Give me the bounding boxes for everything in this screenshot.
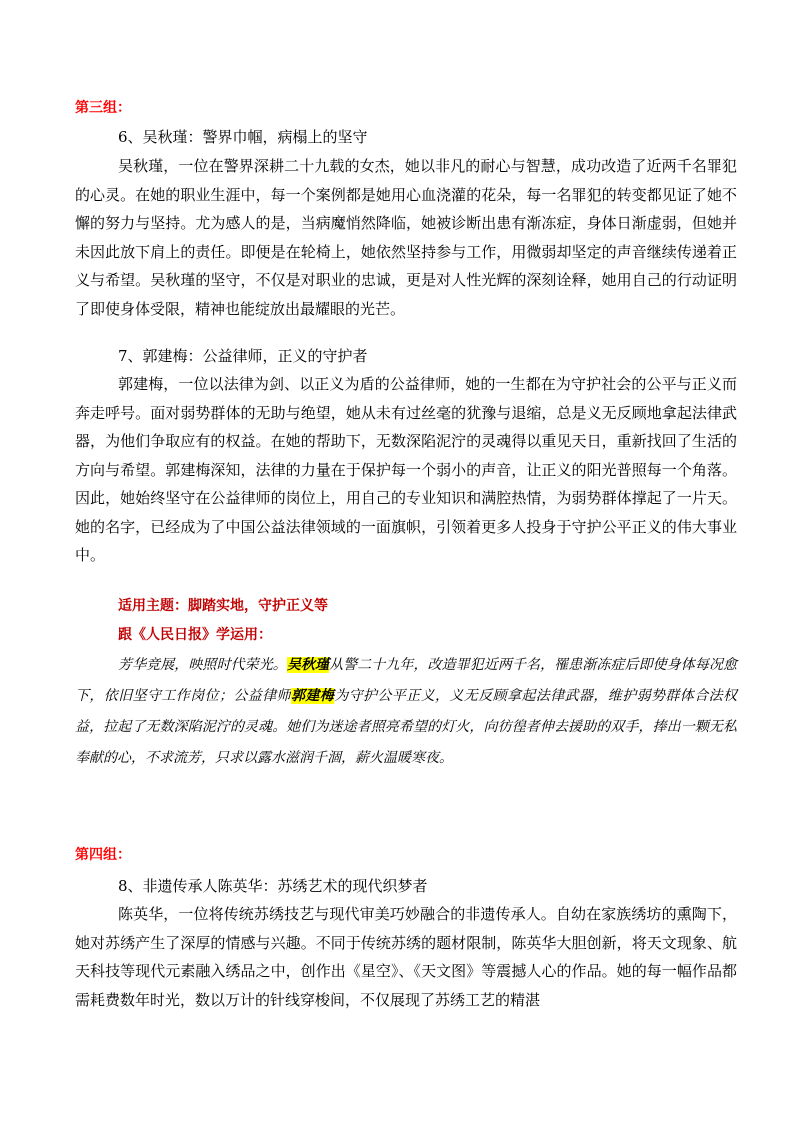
group4-title: 第四组： xyxy=(75,847,131,863)
quote-paragraph xyxy=(75,650,737,774)
learn-note: 跟《人民日报》学运用： xyxy=(118,627,272,643)
highlighted-name-2: 郭建梅 xyxy=(291,688,335,704)
highlighted-name-1: 吴秋瑾 xyxy=(286,657,330,673)
group3-title: 第三组： xyxy=(75,100,131,116)
item8-heading: 8、非遗传承人陈英华：苏绣艺术的现代织梦者 xyxy=(118,877,428,895)
item6-body: 吴秋瑾，一位在警界深耕二十九载的女杰，她以非凡的耐心与智慧，成功改造了近两千名罪犯的心灵。在她的职业生涯中，每一个案例都是她用心血浇灌的花朵，每一名罪犯的转变都见证了她不懈的努力与坚持。尤为感人的是，当病魔悄然降临，她被诊断出患有渐冻症，身体日渐虚弱，但她并未因此放下肩上的责任。即便是在轮椅上，她依然坚持参与工作，用微弱却坚定的声音继续传递着正义与希望。吴秋瑾的坚守，不仅是对职业的忠诚，更是对人性光辉的深刻诠释，她用自己的行动证明了即使身体受限，精神也能绽放出最耀眼的光芒。 xyxy=(75,157,737,318)
quote-part-1: 芳华竞展，映照时代荣光。 xyxy=(118,657,287,673)
quote-part-2: 从警二十九年，改造罪犯近两千名，罹患渐冻症后即使身体每况愈下，依旧坚守工作岗位；公益律师 xyxy=(75,657,738,704)
item7-heading: 7、郭建梅：公益律师，正义的守护者 xyxy=(118,347,368,365)
item7-body: 郭建梅，一位以法律为剑、以正义为盾的公益律师，她的一生都在为守护社会的公平与正义而奔走呼号。面对弱势群体的无助与绝望，她从未有过丝毫的犹豫与退缩，总是义无反顾地拿起法律武器，为他们争取应有的权益。在她的帮助下，无数深陷泥泞的灵魂得以重见天日，重新找回了生活的方向与希望。郭建梅深知，法律的力量在于保护每一个弱小的声音，让正义的阳光普照每一个角落。因此，她始终坚守在公益律师的岗位上，用自己的专业知识和满腔热情，为弱势群体撑起了一片天。她的名字，已经成为了中国公益法律领域的一面旗帜，引领着更多人投身于守护公平正义的伟大事业中。 xyxy=(75,375,737,564)
item8-body: 陈英华，一位将传统苏绣技艺与现代审美巧妙融合的非遗传承人。自幼在家族绣坊的熏陶下，她对苏绣产生了深厚的情感与兴趣。不同于传统苏绣的题材限制，陈英华大胆创新，将天文现象、航天科技等现代元素融入绣品之中，创作出《星空》、《天文图》等震撼人心的作品。她的每一幅作品都需耗费数年时光，数以万计的针线穿梭间，不仅展现了苏绣工艺的精湛 xyxy=(75,905,737,1009)
quote-part-3: 为守护公平正义，义无反顾拿起法律武器，维护弱势群体合法权益，拉起了无数深陷泥泞的灵魂。她们为迷途者照亮希望的灯火，向彷徨者伸去援助的双手，捧出一颗无私奉献的心，不求流芳，只求以露水滋润千涸，薪火温暖寒夜。 xyxy=(75,688,738,766)
item6-heading: 6、吴秋瑾：警界巾帼，病榻上的坚守 xyxy=(118,128,368,146)
theme-note: 适用主题：脚踏实地，守护正义等 xyxy=(118,598,328,614)
